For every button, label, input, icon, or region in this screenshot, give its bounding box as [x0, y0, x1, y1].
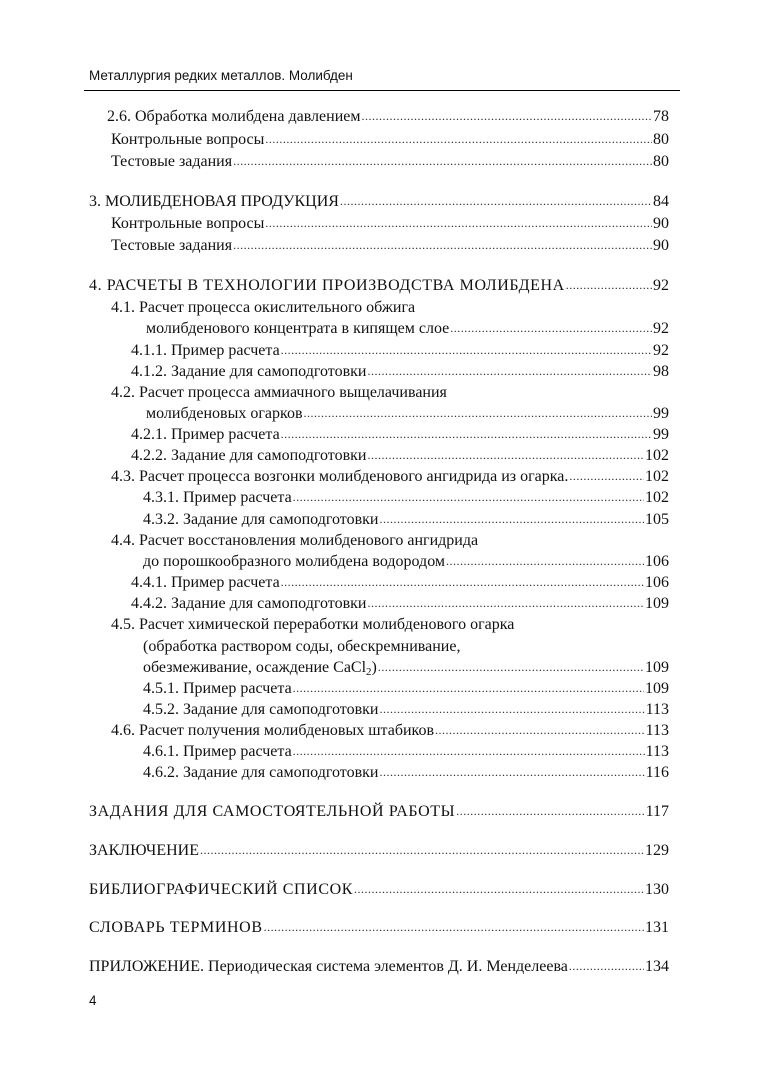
toc-entry-tests — [111, 151, 669, 172]
toc-entry-4-3-2 — [143, 509, 669, 530]
toc-entry-title: 3. МОЛИБДЕНОВАЯ ПРОДУКЦИЯ — [89, 193, 339, 210]
toc-entry-title: Тестовые задания — [111, 237, 233, 254]
leader-dots — [340, 191, 652, 212]
toc-entry-title: ЗАДАНИЯ ДЛЯ САМОСТОЯТЕЛЬНОЙ РАБОТЫ — [89, 803, 456, 820]
leader-dots — [566, 275, 652, 296]
toc-entry-4-4-1 — [131, 572, 669, 593]
toc-entry-title: Тестовые задания — [111, 153, 233, 170]
toc-entry-glossary — [89, 917, 669, 938]
leader-dots — [265, 129, 652, 150]
page-number: 4 — [89, 993, 97, 1008]
toc-entry-page: 99 — [653, 426, 669, 443]
toc-entry-4-2-2 — [131, 445, 669, 466]
toc-entry-title: 4.3. Расчет процесса возгонки молибденового ангидрида из огарка. — [111, 468, 569, 485]
toc-entry-page: 92 — [653, 320, 669, 337]
toc-entry-title: 4.3.2. Задание для самоподготовки — [143, 511, 379, 528]
toc-entry-page: 102 — [645, 468, 669, 485]
leader-dots — [569, 466, 644, 487]
toc-entry-4-5-1 — [143, 678, 669, 699]
leader-dots — [361, 106, 652, 127]
toc-entry-title: 4. РАСЧЕТЫ В ТЕХНОЛОГИИ ПРОИЗВОДСТВА МОЛИБДЕНА — [89, 277, 565, 294]
leader-dots — [293, 487, 644, 508]
leader-dots — [233, 151, 652, 172]
toc-entry-title: Контрольные вопросы — [111, 131, 265, 148]
toc-entry-page: 109 — [645, 680, 669, 697]
toc-entry-title: 4.5.2. Задание для самоподготовки — [143, 701, 379, 718]
leader-dots — [281, 424, 652, 445]
toc-entry-title: 4.1.1. Пример расчета — [131, 342, 280, 359]
leader-dots — [293, 678, 644, 699]
leader-dots — [281, 340, 652, 361]
toc-entry-page: 109 — [645, 595, 669, 612]
toc-entry-page: 84 — [653, 193, 669, 210]
toc-entry-4-5-2 — [143, 699, 669, 720]
leader-dots — [264, 917, 644, 938]
toc-entry-page: 117 — [645, 803, 669, 820]
leader-dots — [367, 593, 644, 614]
toc-entry-appendix — [89, 956, 669, 977]
leader-dots — [354, 879, 644, 900]
toc-entry-4-1-2 — [131, 361, 669, 382]
toc-entry-page: 102 — [645, 489, 669, 506]
toc-entry-assignments — [89, 801, 669, 822]
toc-entry-page: 113 — [645, 722, 669, 739]
toc-entry-title: 4.4.2. Задание для самоподготовки — [131, 595, 367, 612]
toc-entry-title: 4.6.2. Задание для самоподготовки — [143, 764, 379, 781]
toc-entry-4-2 — [146, 403, 669, 424]
toc-entry-title-main: обезмеживание, осаждение CaCl — [143, 659, 367, 676]
leader-dots — [446, 551, 644, 572]
toc-entry-4-3 — [111, 466, 669, 487]
toc-entry-questions — [111, 213, 669, 234]
toc-entry-4-2-title: 4.2. Расчет процесса аммиачного выщелачивания — [111, 384, 447, 401]
toc-entry-bibliography — [89, 879, 669, 900]
toc-entry-4-2-1 — [131, 424, 669, 445]
toc-entry-chapter-3 — [89, 191, 669, 212]
toc-entry-title: 4.2.1. Пример расчета — [131, 426, 280, 443]
toc-entry-title: 4.5.1. Пример расчета — [143, 680, 292, 697]
toc-entry-questions — [111, 129, 669, 150]
toc-entry-title: 4.4.1. Пример расчета — [131, 574, 280, 591]
leader-dots — [200, 840, 644, 861]
toc-entry-2-6 — [107, 106, 669, 127]
toc-entry-title: 4.1.2. Задание для самоподготовки — [131, 363, 367, 380]
toc-entry-tests — [111, 235, 669, 256]
toc-entry-page: 90 — [653, 237, 669, 254]
toc-entry-title: СЛОВАРЬ ТЕРМИНОВ — [89, 919, 263, 936]
toc-entry-title: до порошкообразного молибдена водородом — [143, 553, 446, 570]
toc-entry-page: 78 — [653, 108, 669, 125]
toc-entry-title: 4.6.1. Пример расчета — [143, 743, 292, 760]
subscript: 2 — [366, 666, 372, 678]
toc-entry-4-3-1 — [143, 487, 669, 508]
leader-dots — [233, 235, 652, 256]
leader-dots — [304, 403, 653, 424]
toc-entry-title: 4.2.2. Задание для самоподготовки — [131, 447, 367, 464]
toc-entry-4-4 — [143, 551, 669, 572]
leader-dots — [450, 318, 652, 339]
toc-entry-conclusion — [89, 840, 669, 861]
toc-entry-title: молибденового концентрата в кипящем слое — [146, 320, 450, 337]
toc-entry-4-1 — [146, 318, 669, 339]
toc-entry-page: 80 — [653, 131, 669, 148]
toc-entry-4-6-2 — [143, 762, 669, 783]
toc-entry-title: 4.6. Расчет получения молибденовых штабиков — [111, 722, 435, 739]
toc-entry-page: 92 — [653, 342, 669, 359]
toc-entry-page: 134 — [645, 958, 669, 975]
toc-entry-title: БИБЛИОГРАФИЧЕСКИЙ СПИСОК — [89, 881, 354, 898]
leader-dots — [367, 361, 652, 382]
toc-entry-4-6 — [111, 720, 669, 741]
leader-dots — [293, 741, 645, 762]
toc-entry-4-5 — [143, 657, 669, 678]
toc-entry-title-tail: ) — [371, 659, 377, 676]
leader-dots — [569, 956, 644, 977]
leader-dots — [367, 445, 644, 466]
toc-entry-4-5-title-cont: (обработка раствором соды, обескремнивание, — [143, 638, 461, 655]
leader-dots — [378, 657, 644, 678]
toc-entry-page: 99 — [653, 405, 669, 422]
toc-entry-page: 129 — [645, 842, 669, 859]
leader-dots — [379, 509, 644, 530]
toc-entry-4-1-title: 4.1. Расчет процесса окислительного обжига — [111, 299, 416, 316]
leader-dots — [379, 762, 644, 783]
toc-entry-title: ПРИЛОЖЕНИЕ. Периодическая система элементов Д. И. Менделеева — [89, 958, 568, 975]
leader-dots — [265, 213, 652, 234]
toc-entry-page: 106 — [645, 553, 669, 570]
toc-entry-page: 131 — [645, 919, 669, 936]
running-header: Металлургия редких металлов. Молибден — [89, 68, 353, 83]
toc-entry-page: 106 — [645, 574, 669, 591]
toc-entry-page: 102 — [645, 447, 669, 464]
toc-entry-page: 113 — [645, 743, 669, 760]
toc-entry-title: молибденовых огарков — [146, 405, 303, 422]
toc-entry-page: 130 — [645, 881, 669, 898]
toc-entry-title: 4.3.1. Пример расчета — [143, 489, 292, 506]
toc-entry-page: 98 — [653, 363, 669, 380]
leader-dots — [281, 572, 644, 593]
toc-entry-page: 92 — [653, 277, 669, 294]
toc-entry-title: ЗАКЛЮЧЕНИЕ — [89, 842, 199, 859]
toc-entry-title: 2.6. Обработка молибдена давлением — [107, 108, 361, 125]
leader-dots — [435, 720, 645, 741]
toc-entry-page: 80 — [653, 153, 669, 170]
toc-entry-title — [143, 657, 377, 678]
toc-entry-page: 116 — [645, 764, 669, 781]
leader-dots — [379, 699, 644, 720]
toc-entry-chapter-4 — [89, 275, 669, 296]
toc-entry-4-4-2 — [131, 593, 669, 614]
toc-entry-4-4-title: 4.4. Расчет восстановления молибденового ангидрида — [111, 532, 479, 549]
leader-dots — [456, 801, 644, 822]
toc-entry-page: 109 — [645, 659, 669, 676]
toc-entry-page: 113 — [645, 701, 669, 718]
toc-entry-4-5-title: 4.5. Расчет химической переработки молибденового огарка — [111, 616, 515, 633]
toc-entry-4-6-1 — [143, 741, 669, 762]
toc-entry-page: 90 — [653, 215, 669, 232]
toc-entry-title: Контрольные вопросы — [111, 215, 265, 232]
toc-entry-4-1-1 — [131, 340, 669, 361]
toc-entry-page: 105 — [645, 511, 669, 528]
